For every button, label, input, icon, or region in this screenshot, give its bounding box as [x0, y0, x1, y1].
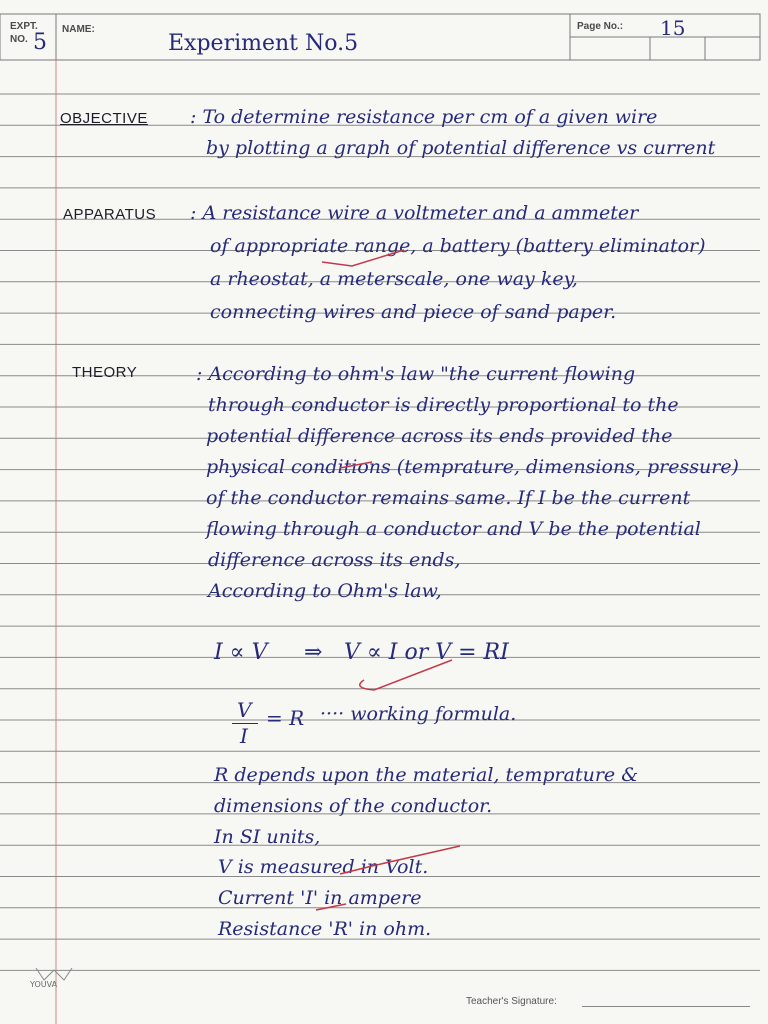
experiment-number: 5 [33, 30, 47, 55]
apparatus-line: : A resistance wire a voltmeter and a ammeter [190, 202, 639, 224]
check-mark [322, 250, 404, 266]
implies-symbol: ⇒ [304, 640, 323, 665]
objective-heading: OBJECTIVE [60, 110, 148, 127]
theory-line: flowing through a conductor and V be the potential [206, 518, 701, 540]
apparatus-heading: APPARATUS [63, 206, 157, 223]
objective-line: : To determine resistance per cm of a given wire [190, 106, 658, 128]
note-line: In SI units, [214, 826, 321, 848]
fraction-result: = R [266, 706, 305, 730]
no-label: NO. [10, 34, 28, 45]
note-line: dimensions of the conductor. [214, 795, 493, 817]
check-mark [340, 462, 372, 468]
page-number: 15 [660, 16, 686, 40]
apparatus-line: of appropriate range, a battery (battery eliminator) [210, 235, 706, 257]
teacher-signature-label: Teacher's Signature: [466, 996, 557, 1007]
apparatus-line: a rheostat, a meterscale, one way key, [210, 268, 578, 290]
check-mark [316, 904, 346, 910]
theory-line: physical conditions (temprature, dimensions, pressure) [206, 456, 739, 478]
check-mark [360, 660, 452, 690]
ohm-relation: V ∝ I or V = RI [344, 640, 509, 665]
check-mark [340, 846, 460, 874]
note-line: R depends upon the material, temprature & [214, 764, 639, 786]
theory-heading: THEORY [72, 364, 138, 381]
theory-line: of the conductor remains same. If I be the current [206, 487, 691, 509]
signature-line [582, 1006, 750, 1007]
theory-line: : According to ohm's law "the current flowing [196, 363, 636, 385]
brand-logo: YOUVA [30, 980, 58, 989]
proportion-statement: I ∝ V [214, 640, 268, 665]
working-formula-note: ···· working formula. [320, 703, 517, 725]
note-line: Current 'I' in ampere [218, 887, 422, 909]
theory-line: According to Ohm's law, [208, 580, 442, 602]
apparatus-line: connecting wires and piece of sand paper. [210, 301, 617, 323]
page-title: Experiment No.5 [168, 31, 359, 56]
theory-line: potential difference across its ends provided the [206, 425, 673, 447]
theory-line: through conductor is directly proportional to the [208, 394, 679, 416]
note-line: Resistance 'R' in ohm. [218, 918, 432, 940]
name-label: NAME: [62, 24, 95, 35]
fraction-denominator: I [240, 724, 248, 748]
expt-label: EXPT. [10, 21, 38, 32]
note-line: V is measured in Volt. [218, 856, 429, 878]
objective-line: by plotting a graph of potential difference vs current [206, 137, 716, 159]
theory-line: difference across its ends, [208, 549, 461, 571]
page-label: Page No.: [577, 21, 624, 32]
fraction-numerator: V [237, 698, 252, 722]
